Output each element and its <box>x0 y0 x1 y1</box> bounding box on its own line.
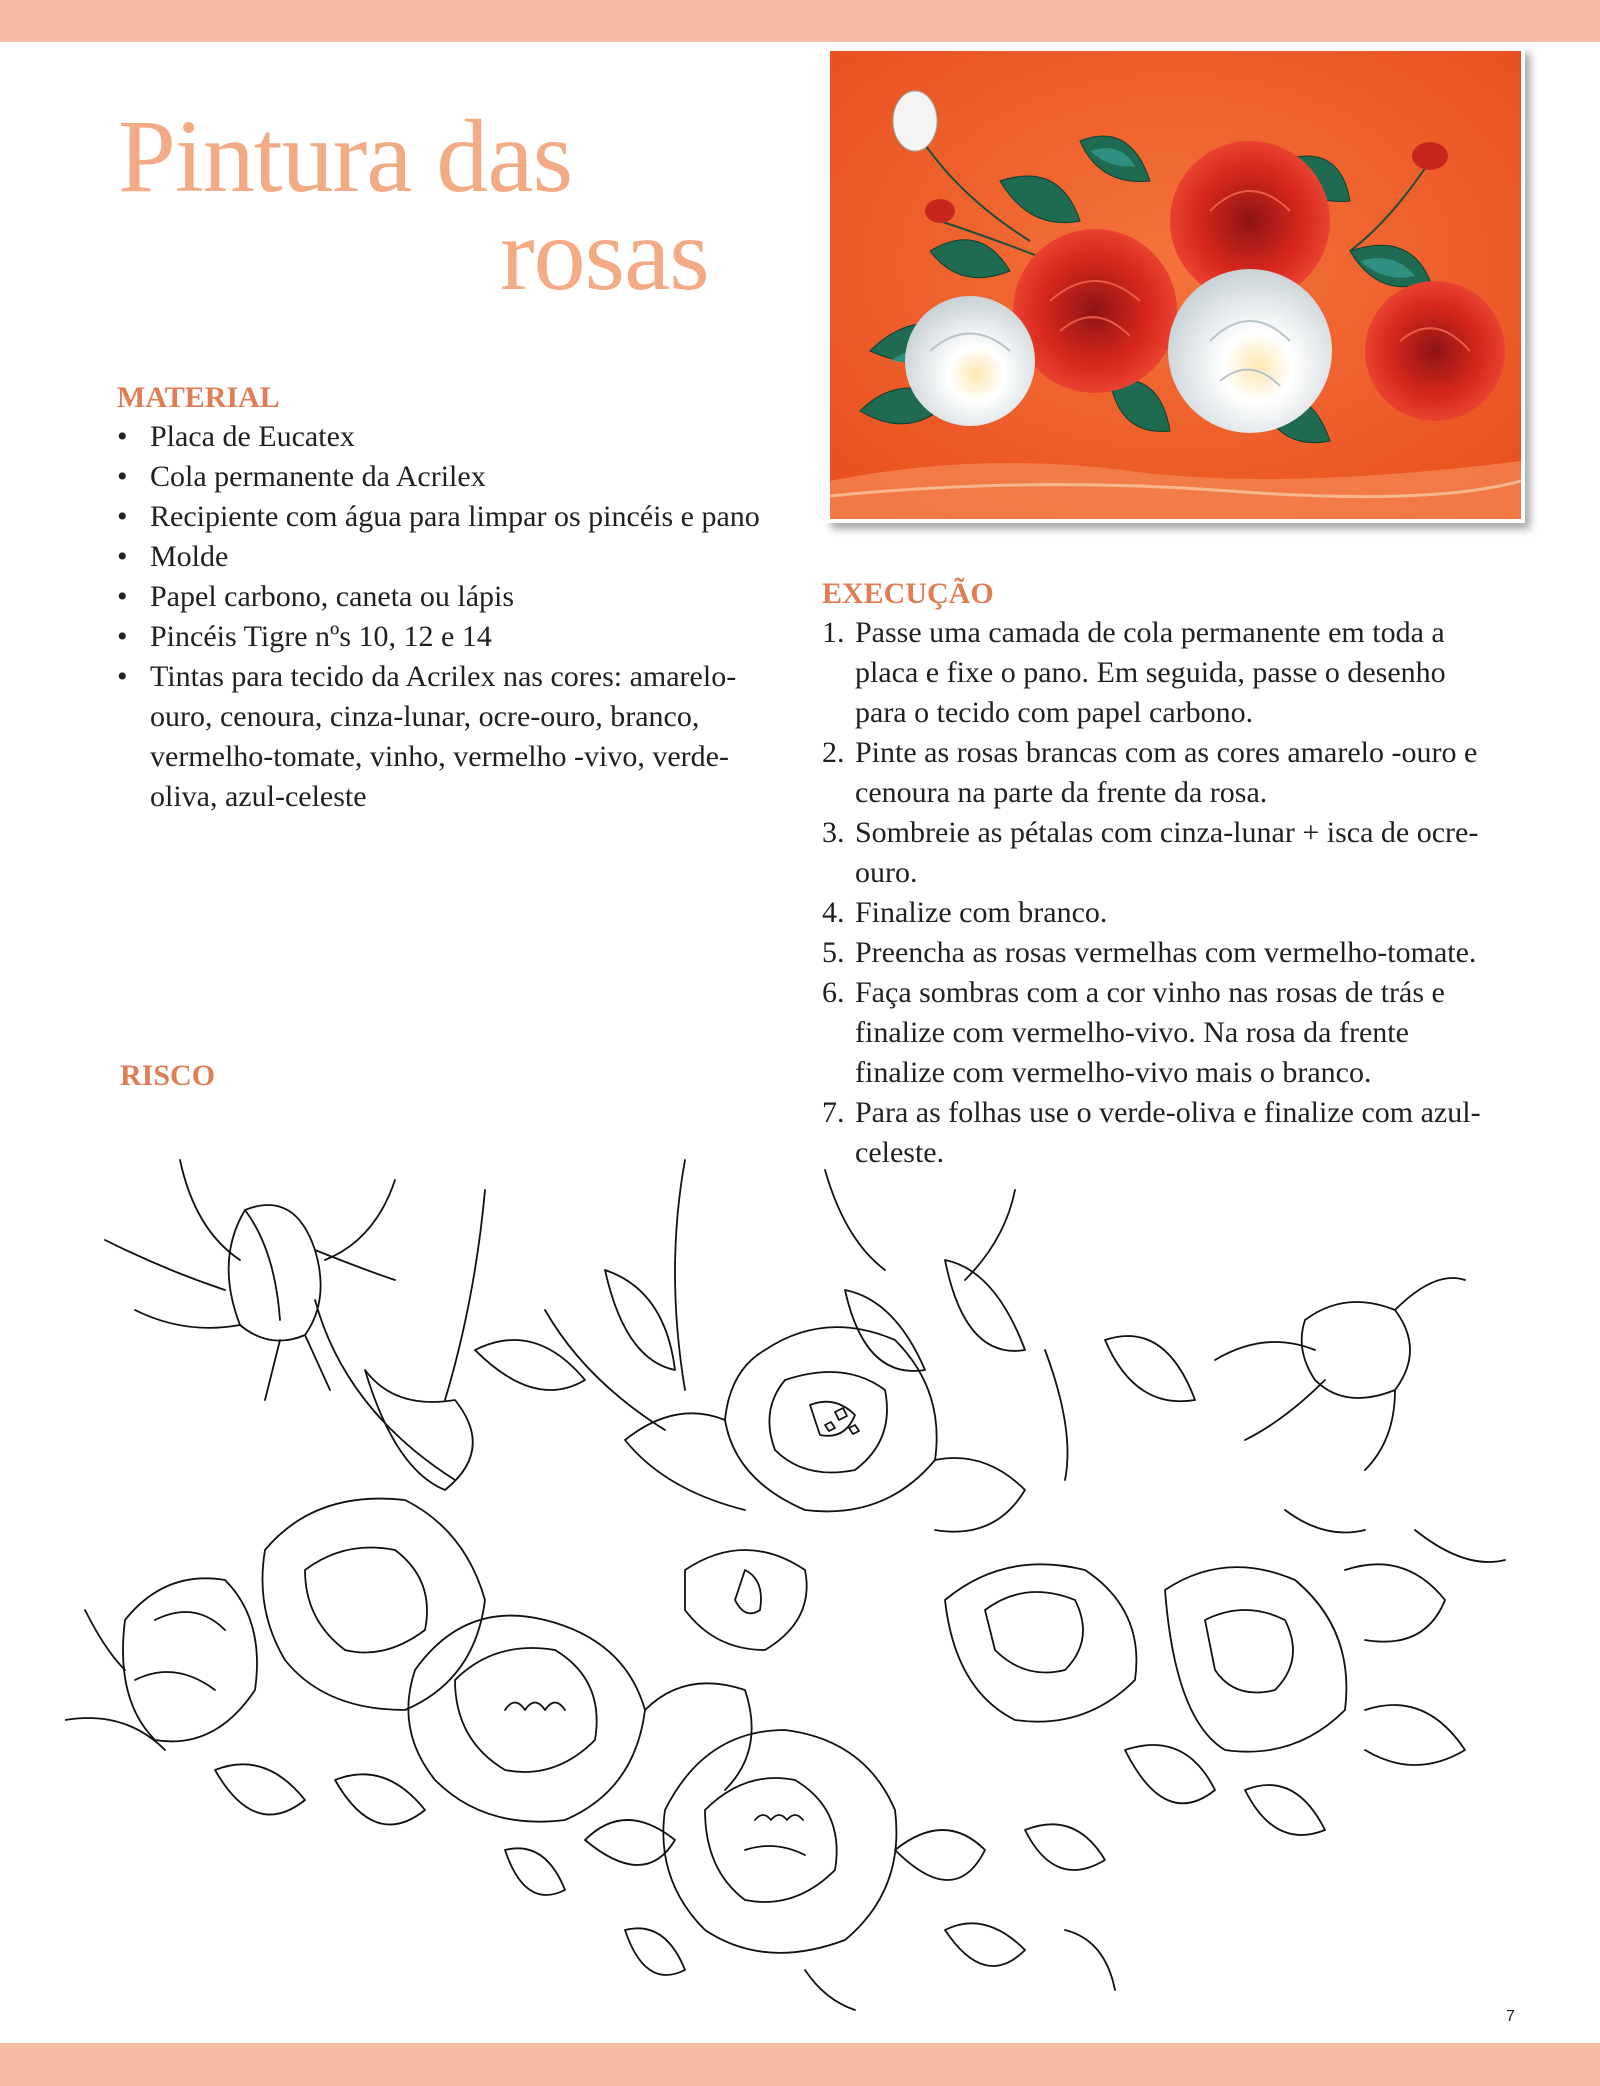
list-item <box>117 617 787 657</box>
material-item-text: Placa de Eucatex <box>150 420 355 453</box>
title-line-1: Pintura das <box>118 99 573 214</box>
step-item: 3. Sombreie as pétalas com cinza-lunar + isca de ocre-ouro. <box>822 816 1479 889</box>
bullet-icon: • <box>117 580 128 613</box>
painting-photo <box>826 47 1525 523</box>
bullet-icon: • <box>117 500 128 533</box>
step-text: Finalize com branco. <box>855 896 1108 929</box>
material-item-text: Recipiente com água para limpar os pincéis e pano <box>150 500 760 533</box>
title-line-2: rosas <box>500 197 709 312</box>
material-heading: MATERIAL <box>117 381 280 414</box>
step-text: Passe uma camada de cola permanente em toda a placa e fixe o pano. Em seguida, passe o desenho para o tecido com papel carbono. <box>855 616 1446 729</box>
step-text: Pinte as rosas brancas com as cores amarelo -ouro e cenoura na parte da frente da rosa. <box>855 736 1478 809</box>
top-band <box>0 0 1600 42</box>
step-text: Faça sombras com a cor vinho nas rosas de trás e finalize com vermelho-vivo. Na rosa da frente finalize com vermelho-vivo mais o branco. <box>855 976 1445 1089</box>
bullet-icon: • <box>117 660 128 693</box>
material-item-text: Papel carbono, caneta ou lápis <box>150 580 515 613</box>
execucao-heading: EXECUÇÃO <box>822 577 994 610</box>
list-item <box>117 577 787 617</box>
material-item-text: Tintas para tecido da Acrilex nas cores: amarelo-ouro, cenoura, cinza-lunar, ocre-ouro, branco, vermelho-tomate, vinho, vermelho -vivo, verde-oliva, azul-celeste <box>150 660 737 813</box>
bullet-icon: • <box>117 540 128 573</box>
material-list <box>117 417 787 817</box>
step-item: 4. Finalize com branco. <box>822 896 1108 929</box>
material-item-text: Pincéis Tigre nºs 10, 12 e 14 <box>150 620 492 653</box>
step-item: 2. Pinte as rosas brancas com as cores amarelo -ouro e cenoura na parte da frente da rosa. <box>822 736 1478 809</box>
list-item <box>117 457 787 497</box>
bullet-icon: • <box>117 460 128 493</box>
painted-roses-image <box>830 51 1521 519</box>
page-number: 7 <box>1506 2008 1515 2025</box>
bullet-icon: • <box>117 620 128 653</box>
step-item: 5. Preencha as rosas vermelhas com vermelho-tomate. <box>822 936 1477 969</box>
page-title <box>118 99 709 312</box>
bottom-band <box>0 2043 1600 2086</box>
list-item <box>117 417 787 457</box>
step-text: Sombreie as pétalas com cinza-lunar + isca de ocre-ouro. <box>855 816 1479 889</box>
step-text: Para as folhas use o verde-oliva e finalize com azul-celeste. <box>855 1096 1481 1169</box>
execucao-steps <box>822 613 1502 1173</box>
step-item: 6. Faça sombras com a cor vinho nas rosas de trás e finalize com vermelho-vivo. Na rosa da frente finalize com vermelho-vivo mais o branco. <box>822 976 1445 1089</box>
bullet-icon: • <box>117 420 128 453</box>
list-item <box>117 657 787 817</box>
step-item: 1. Passe uma camada de cola permanente em toda a placa e fixe o pano. Em seguida, passe o desenho para o tecido com papel carbono. <box>822 616 1446 729</box>
step-text: Preencha as rosas vermelhas com vermelho-tomate. <box>855 936 1477 969</box>
material-item-text: Molde <box>150 540 229 573</box>
risco-heading: RISCO <box>120 1059 216 1092</box>
step-item: 7. Para as folhas use o verde-oliva e finalize com azul-celeste. <box>822 1096 1481 1169</box>
list-item <box>117 537 787 577</box>
list-item <box>117 497 787 537</box>
rose-pattern-drawing <box>65 1150 1535 2030</box>
material-item-text: Cola permanente da Acrilex <box>150 460 486 493</box>
